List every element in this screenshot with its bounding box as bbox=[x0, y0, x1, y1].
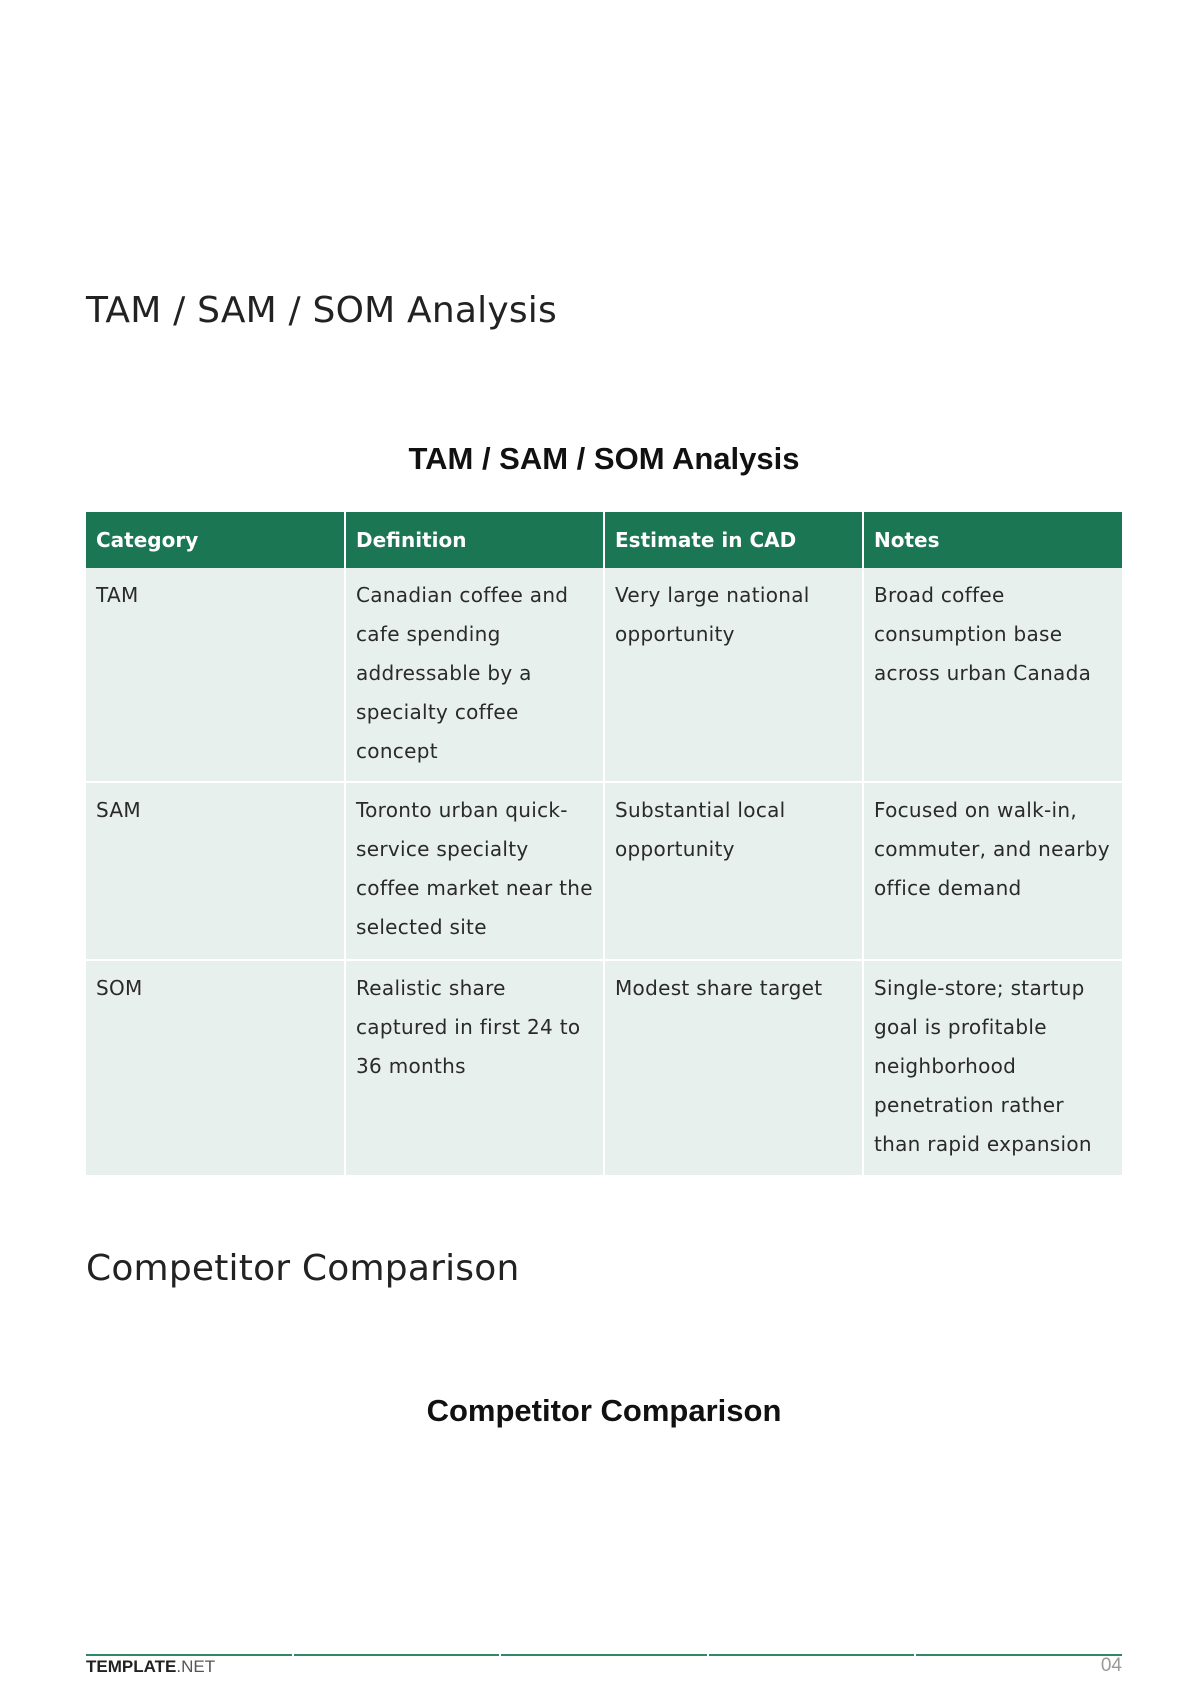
footer-rule-segment bbox=[916, 1654, 1122, 1656]
footer-brand-logo bbox=[86, 1657, 215, 1677]
header-estimate: Estimate in CAD bbox=[604, 512, 863, 568]
cell-definition bbox=[345, 782, 604, 960]
cell-text: Single-store; startup goal is profitable neighborhood penetration rather than rapid expansion bbox=[874, 976, 1092, 1156]
cell-definition bbox=[345, 568, 604, 782]
tam-section-heading: TAM / SAM / SOM Analysis bbox=[86, 290, 557, 331]
cell-notes bbox=[863, 782, 1122, 960]
cell-text: SAM bbox=[96, 798, 141, 822]
cell-notes bbox=[863, 960, 1122, 1176]
cell-category bbox=[86, 960, 345, 1176]
cell-text: Broad coffee consumption base across urban Canada bbox=[874, 583, 1092, 685]
cell-text: Realistic share captured in first 24 to 36 months bbox=[356, 976, 581, 1078]
header-definition: Definition bbox=[345, 512, 604, 568]
cell-text: Canadian coffee and cafe spending addressable by a specialty coffee concept bbox=[356, 583, 569, 763]
cell-text: TAM bbox=[96, 583, 139, 607]
table-row bbox=[86, 782, 1122, 960]
footer-rule-segment bbox=[501, 1654, 707, 1656]
footer-rule-segment bbox=[294, 1654, 500, 1656]
cell-text: Modest share target bbox=[615, 976, 823, 1000]
competitor-table-caption: Competitor Comparison bbox=[426, 1393, 782, 1428]
cell-text: SOM bbox=[96, 976, 143, 1000]
page-number: 04 bbox=[1100, 1655, 1122, 1676]
competitor-section-heading: Competitor Comparison bbox=[86, 1248, 520, 1289]
footer-brand-bold: TEMPLATE bbox=[86, 1657, 177, 1676]
cell-notes bbox=[863, 568, 1122, 782]
cell-text: Very large national opportunity bbox=[615, 583, 810, 646]
footer-rule-segment bbox=[709, 1654, 915, 1656]
cell-text: Toronto urban quick-service specialty coffee market near the selected site bbox=[356, 798, 593, 939]
header-category: Category bbox=[86, 512, 345, 568]
table-row bbox=[86, 568, 1122, 782]
cell-definition bbox=[345, 960, 604, 1176]
tam-table-caption: TAM / SAM / SOM Analysis bbox=[408, 441, 800, 476]
footer-rule-segment bbox=[86, 1654, 292, 1656]
cell-estimate bbox=[604, 568, 863, 782]
table-header-row bbox=[86, 512, 1122, 568]
tam-sam-som-table bbox=[86, 512, 1122, 1177]
header-notes: Notes bbox=[863, 512, 1122, 568]
cell-estimate bbox=[604, 960, 863, 1176]
cell-text: Substantial local opportunity bbox=[615, 798, 786, 861]
cell-category bbox=[86, 782, 345, 960]
cell-estimate bbox=[604, 782, 863, 960]
cell-category bbox=[86, 568, 345, 782]
cell-text: Focused on walk-in, commuter, and nearby office demand bbox=[874, 798, 1110, 900]
table-row bbox=[86, 960, 1122, 1176]
footer-rule bbox=[86, 1654, 1122, 1656]
footer-brand-suffix: .NET bbox=[176, 1657, 216, 1676]
